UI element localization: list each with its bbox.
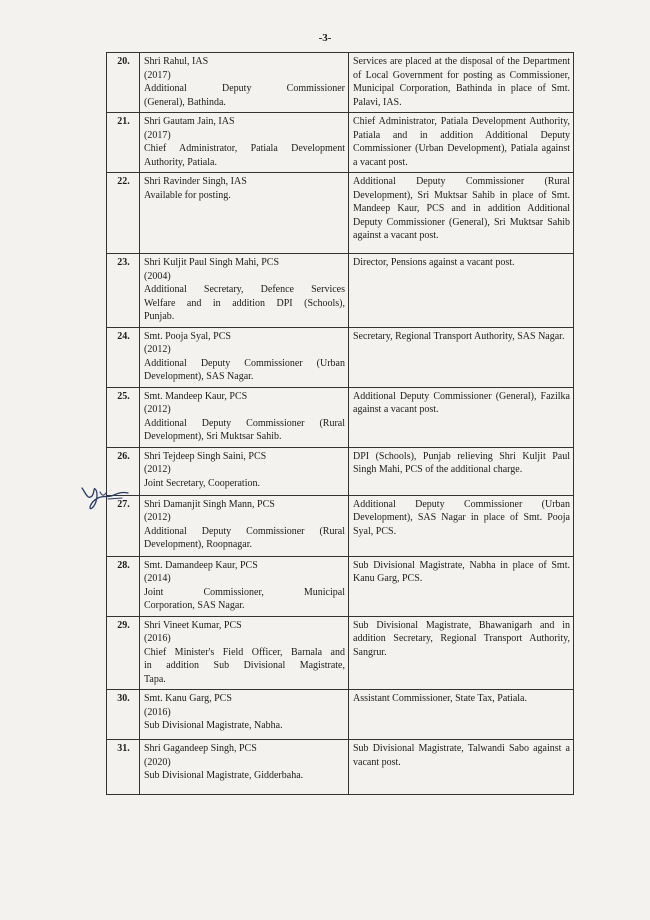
officer-cell xyxy=(140,556,349,616)
officer-name: Shri Damanjit Singh Mann, PCS xyxy=(144,498,275,510)
current-posting-line: Development), Sri Muktsar Sahib. xyxy=(144,431,282,442)
current-posting-line: Authority, Patiala. xyxy=(144,156,217,168)
officer-batch: (2014) xyxy=(144,573,171,584)
new-posting: Assistant Commissioner, State Tax, Patiala. xyxy=(349,690,574,740)
table-body xyxy=(107,53,574,795)
table-row xyxy=(107,616,574,690)
officer-batch: (2012) xyxy=(144,512,171,523)
current-posting-line: Additional Deputy Commissioner xyxy=(144,83,345,94)
officer-batch: (2004) xyxy=(144,270,171,282)
current-posting-line: (General), Bathinda. xyxy=(144,96,226,108)
officer-batch: (2017) xyxy=(144,69,171,81)
officer-batch: (2017) xyxy=(144,129,171,141)
page-number: -3- xyxy=(318,32,332,44)
table-row xyxy=(107,53,574,113)
officer-cell xyxy=(140,616,349,690)
serial-number: 28. xyxy=(107,556,140,616)
current-posting-line: Joint Commissioner, Municipal xyxy=(144,586,345,598)
current-posting-line: Sub Divisional Magistrate, Nabha. xyxy=(144,720,283,731)
new-posting: DPI (Schools), Punjab relieving Shri Kuljit Paul Singh Mahi, PCS of the additional charge. xyxy=(349,447,574,495)
officer-name: Shri Tejdeep Singh Saini, PCS xyxy=(144,450,267,462)
current-posting-line: Additional Deputy Commissioner (Rural xyxy=(144,525,345,537)
officer-name: Shri Kuljit Paul Singh Mahi, PCS xyxy=(144,257,280,268)
current-posting-line: Chief Administrator, Patiala Development xyxy=(144,143,345,154)
current-posting-line: Additional Deputy Commissioner (Rural xyxy=(144,417,345,429)
officer-batch: (2020) xyxy=(144,756,171,768)
serial-number: 31. xyxy=(107,740,140,795)
officer-cell xyxy=(140,53,349,113)
serial-number: 29. xyxy=(107,616,140,690)
table-row xyxy=(107,113,574,173)
table-row xyxy=(107,447,574,495)
officer-name: Shri Gagandeep Singh, PCS xyxy=(144,743,257,754)
current-posting-line: Corporation, SAS Nagar. xyxy=(144,600,245,611)
table-row xyxy=(107,173,574,254)
officer-name: Smt. Kanu Garg, PCS xyxy=(144,693,232,704)
table-row xyxy=(107,327,574,387)
current-posting-line: Chief Minister's Field Officer, Barnala and xyxy=(144,646,345,658)
officer-batch: (2016) xyxy=(144,633,171,644)
officer-cell xyxy=(140,113,349,173)
officer-name: Shri Ravinder Singh, IAS xyxy=(144,176,247,187)
serial-number: 27. xyxy=(107,495,140,556)
new-posting: Sub Divisional Magistrate, Bhawanigarh and in addition Secretary, Regional Transport Authority, Sangrur. xyxy=(349,616,574,690)
table-row xyxy=(107,254,574,328)
current-posting-line: Sub Divisional Magistrate, Gidderbaha. xyxy=(144,770,304,781)
serial-number: 21. xyxy=(107,113,140,173)
new-posting: Additional Deputy Commissioner (Urban Development), SAS Nagar in place of Smt. Pooja Syal, PCS. xyxy=(349,495,574,556)
current-posting-line: Available for posting. xyxy=(144,189,231,201)
new-posting: Sub Divisional Magistrate, Nabha in place of Smt. Kanu Garg, PCS. xyxy=(349,556,574,616)
table-row xyxy=(107,387,574,447)
table-row xyxy=(107,556,574,616)
serial-number: 26. xyxy=(107,447,140,495)
serial-number: 23. xyxy=(107,254,140,328)
current-posting-line: Development), SAS Nagar. xyxy=(144,371,254,382)
officer-cell xyxy=(140,387,349,447)
officer-batch: (2012) xyxy=(144,464,171,475)
new-posting: Director, Pensions against a vacant post. xyxy=(349,254,574,328)
current-posting-line: Tapa. xyxy=(144,673,166,685)
current-posting-line: Joint Secretary, Cooperation. xyxy=(144,477,260,489)
current-posting-line: Additional Secretary, Defence Services xyxy=(144,284,345,295)
officer-name: Shri Rahul, IAS xyxy=(144,56,209,67)
new-posting: Services are placed at the disposal of the Department of Local Government for posting as Commissioner, Municipal Corporation, Bathinda in place of Smt. Palavi, IAS. xyxy=(349,53,574,113)
officer-batch: (2012) xyxy=(144,404,171,415)
new-posting: Secretary, Regional Transport Authority, SAS Nagar. xyxy=(349,327,574,387)
officer-cell xyxy=(140,447,349,495)
officer-name: Smt. Mandeep Kaur, PCS xyxy=(144,390,248,402)
current-posting-line: Development), Roopnagar. xyxy=(144,539,253,550)
table-row xyxy=(107,690,574,740)
table-row xyxy=(107,495,574,556)
new-posting: Additional Deputy Commissioner (General), Fazilka against a vacant post. xyxy=(349,387,574,447)
officer-name: Shri Gautam Jain, IAS xyxy=(144,116,235,127)
handwritten-signature xyxy=(78,478,130,512)
transfer-orders-table xyxy=(106,52,574,795)
table-row xyxy=(107,740,574,795)
officer-batch: (2016) xyxy=(144,706,171,718)
officer-name: Shri Vineet Kumar, PCS xyxy=(144,619,242,631)
new-posting: Sub Divisional Magistrate, Talwandi Sabo against a vacant post. xyxy=(349,740,574,795)
officer-cell xyxy=(140,254,349,328)
serial-number: 20. xyxy=(107,53,140,113)
officer-cell xyxy=(140,495,349,556)
current-posting-line: Punjab. xyxy=(144,311,175,322)
officer-batch: (2012) xyxy=(144,344,171,355)
current-posting-line: Additional Deputy Commissioner (Urban xyxy=(144,357,345,369)
officer-cell xyxy=(140,690,349,740)
officer-cell xyxy=(140,327,349,387)
serial-number: 22. xyxy=(107,173,140,254)
officer-cell xyxy=(140,173,349,254)
new-posting: Additional Deputy Commissioner (Rural Development), Sri Muktsar Sahib in place of Smt. Mandeep Kaur, PCS and in addition Additional Deputy Commissioner (General), Sri Muktsar Sahib against a vacant post. xyxy=(349,173,574,254)
serial-number: 25. xyxy=(107,387,140,447)
officer-name: Smt. Pooja Syal, PCS xyxy=(144,330,231,342)
current-posting-line: in addition Sub Divisional Magistrate, xyxy=(144,660,345,671)
new-posting: Chief Administrator, Patiala Development Authority, Patiala and in addition Additional Deputy Commissioner (Urban Development), Patiala against a vacant post. xyxy=(349,113,574,173)
serial-number: 24. xyxy=(107,327,140,387)
officer-name: Smt. Damandeep Kaur, PCS xyxy=(144,559,258,571)
serial-number: 30. xyxy=(107,690,140,740)
current-posting-line: Welfare and in addition DPI (Schools), xyxy=(144,297,345,309)
officer-cell xyxy=(140,740,349,795)
